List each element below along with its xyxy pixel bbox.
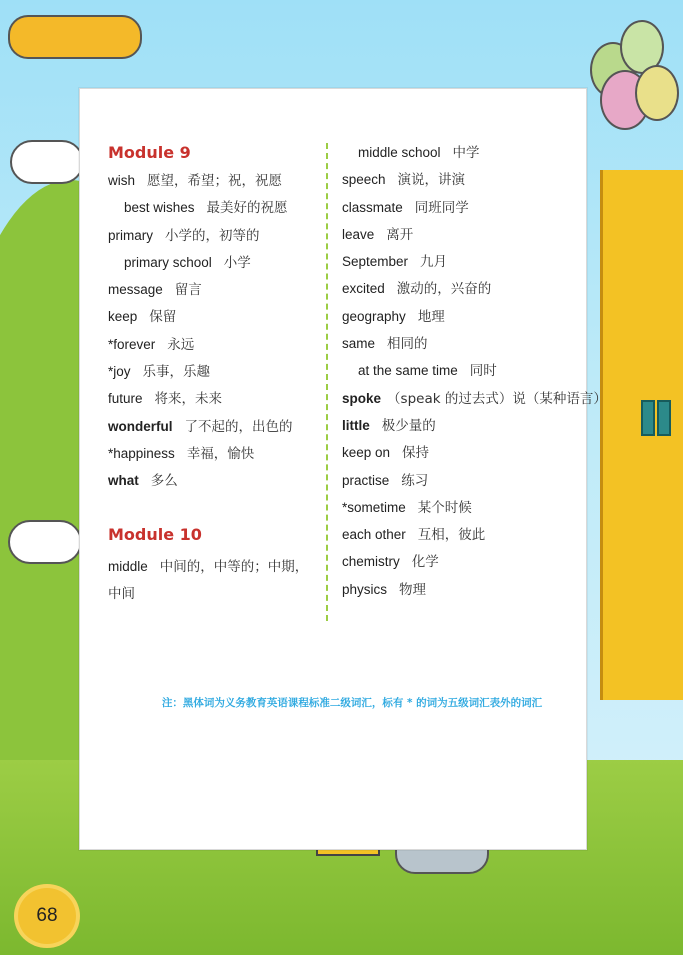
vocab-entry <box>108 444 318 471</box>
word: keep on <box>342 445 391 461</box>
vocab-entry <box>342 198 582 225</box>
meaning: 同时 <box>469 363 497 380</box>
word: wish <box>108 173 136 188</box>
footnote: 注：黑体词为义务教育英语课程标准二级词汇，标有 * 的词为五级词汇表外的词汇 <box>161 697 543 709</box>
column-divider <box>326 143 328 621</box>
word: speech <box>342 172 386 188</box>
left-column <box>108 143 318 608</box>
vocab-entry <box>108 253 318 280</box>
right-column <box>342 143 607 607</box>
meaning: 留言 <box>174 282 202 299</box>
word: best wishes <box>124 200 195 216</box>
section-spacer <box>108 499 318 525</box>
meaning: 物理 <box>399 581 427 598</box>
vocab-entry <box>108 362 318 389</box>
vocab-entry <box>108 171 318 198</box>
vocab-entry <box>108 335 318 362</box>
word: middle <box>108 558 148 574</box>
meaning: 中学 <box>452 145 480 161</box>
vocab-entry <box>342 443 582 470</box>
word: *sometime <box>342 499 406 515</box>
meaning: 化学 <box>411 554 439 571</box>
word: physics <box>342 581 388 597</box>
word: September <box>342 254 409 270</box>
vocab-entry <box>342 471 582 498</box>
vocab-entry <box>108 471 318 498</box>
cloud-illustration <box>8 520 82 564</box>
word: message <box>108 282 163 298</box>
word: what <box>108 473 139 489</box>
vocab-entry <box>342 225 582 252</box>
meaning: 最美好的祝愿 <box>206 200 288 217</box>
meaning: 保持 <box>402 445 430 462</box>
word: wonderful <box>108 418 173 434</box>
meaning: 永远 <box>167 336 195 353</box>
meaning: 了不起的，出色的 <box>184 418 293 435</box>
vocab-entry <box>108 280 318 307</box>
yellow-building-illustration <box>600 170 683 700</box>
word: chemistry <box>342 554 400 570</box>
balloon-illustration <box>635 65 679 121</box>
word: primary <box>108 227 154 243</box>
word: each other <box>342 527 406 543</box>
word: middle school <box>358 145 441 160</box>
meaning: 小学 <box>223 254 251 271</box>
vocab-entry <box>342 389 607 416</box>
word: future <box>108 391 143 407</box>
vocab-entry <box>342 580 582 607</box>
meaning: 练习 <box>401 472 429 489</box>
vocab-entry <box>342 552 582 579</box>
page-number: 68 <box>36 905 58 926</box>
vocab-entry <box>108 226 318 253</box>
page-number-badge <box>18 888 76 944</box>
word: keep <box>108 309 138 325</box>
module-9-title: Module 9 <box>108 143 191 162</box>
vocab-entry <box>108 389 318 416</box>
meaning: 同班同学 <box>414 199 469 216</box>
word: geography <box>342 308 406 324</box>
meaning: 小学的，初等的 <box>165 227 260 244</box>
vocab-entry <box>108 417 318 444</box>
vocab-entry <box>342 361 582 388</box>
meaning: 离开 <box>386 226 414 243</box>
airplane-illustration <box>8 15 142 59</box>
meaning: 互相，彼此 <box>417 527 486 544</box>
meaning: 保留 <box>149 309 177 326</box>
word: spoke <box>342 390 382 406</box>
word: leave <box>342 226 375 242</box>
vocabulary-page <box>79 88 607 850</box>
word: little <box>342 417 370 433</box>
meaning: 多么 <box>150 473 178 490</box>
vocab-entry <box>342 307 582 334</box>
building-window <box>657 400 671 436</box>
meaning: 愿望，希望；祝，祝愿 <box>147 173 283 189</box>
meaning: 乐事，乐趣 <box>142 364 211 381</box>
cloud-illustration <box>10 140 84 184</box>
word: same <box>342 336 376 352</box>
meaning: 中间的，中等的；中期，中间 <box>108 558 309 602</box>
word: primary school <box>124 254 212 270</box>
word: *joy <box>108 364 131 380</box>
vocab-entry <box>342 170 582 197</box>
meaning: 激动的，兴奋的 <box>396 281 492 298</box>
vocab-entry <box>342 334 582 361</box>
meaning: 演说，讲演 <box>397 172 466 189</box>
word: *happiness <box>108 445 175 461</box>
meaning: 相同的 <box>387 336 428 353</box>
meaning: 九月 <box>420 254 448 271</box>
word: excited <box>342 281 385 297</box>
vocab-entry <box>342 498 582 525</box>
module-10-title: Module 10 <box>108 524 202 544</box>
meaning: 地理 <box>417 308 445 325</box>
meaning: 将来，未来 <box>154 391 223 408</box>
vocab-entry <box>108 307 318 334</box>
meaning: （speak 的过去式）说（某种语言） <box>387 390 607 407</box>
word: *forever <box>108 336 156 352</box>
vocab-entry <box>342 416 582 443</box>
word: practise <box>342 472 390 488</box>
vocab-entry <box>342 252 582 279</box>
vocab-entry <box>108 553 318 608</box>
building-window <box>641 400 655 436</box>
vocab-entry <box>342 143 582 170</box>
meaning: 某个时候 <box>417 499 472 516</box>
word: at the same time <box>358 363 458 379</box>
vocab-entry <box>108 198 318 225</box>
vocab-entry <box>342 279 582 306</box>
vocab-entry <box>342 525 582 552</box>
meaning: 极少量的 <box>381 417 436 434</box>
word: classmate <box>342 199 403 215</box>
meaning: 幸福，愉快 <box>186 445 255 462</box>
